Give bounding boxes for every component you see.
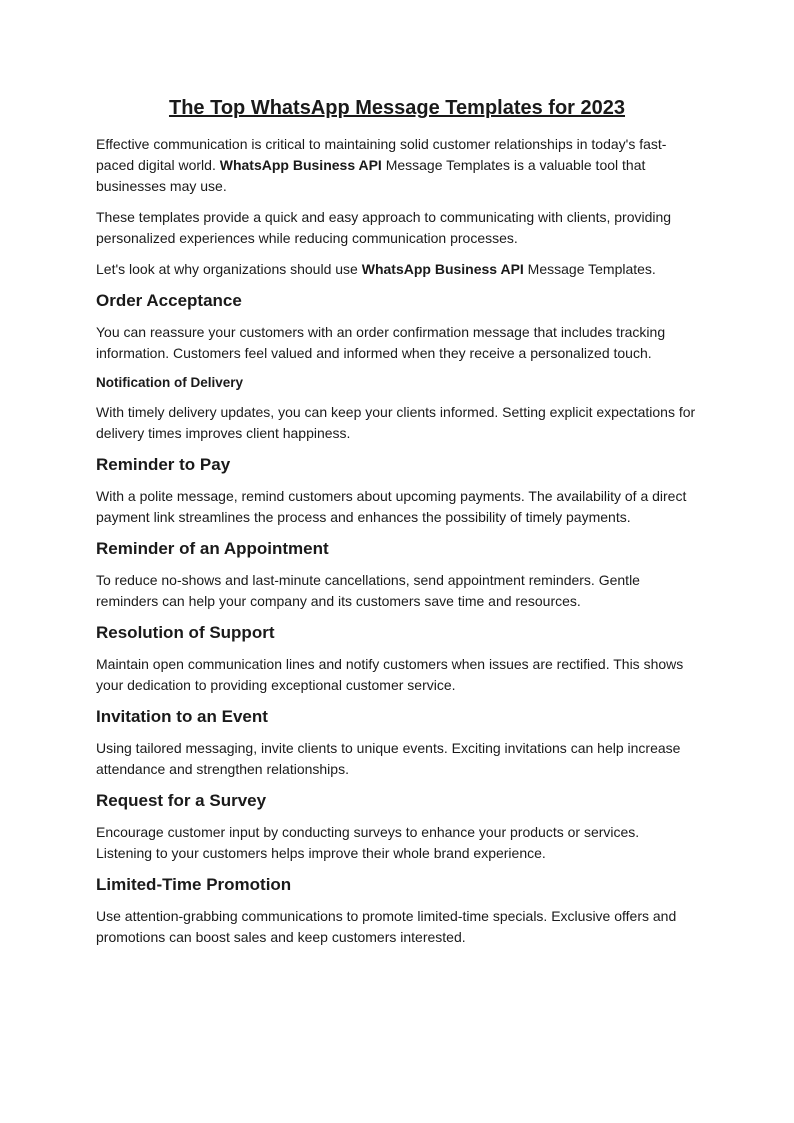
- intro-p1-text-2: Message Templates is a valuable tool that businesses may use.: [96, 157, 646, 194]
- section-heading-request-for-survey: Request for a Survey: [96, 791, 267, 810]
- section-heading-order-acceptance: Order Acceptance: [96, 291, 242, 310]
- intro-paragraph-2: These templates provide a quick and easy approach to communicating with clients, providing personalized experiences while reducing communication processes.: [96, 209, 672, 246]
- section-body-limited-time-promotion: Use attention-grabbing communications to promote limited-time specials. Exclusive offers and promotions can boost sales and keep customers interested.: [96, 908, 677, 945]
- intro-paragraph-1: [96, 134, 698, 197]
- section-body-invitation-to-event: Using tailored messaging, invite clients to unique events. Exciting invitations can help increase attendance and strengthen relationships.: [96, 740, 681, 777]
- section-heading-limited-time-promotion: Limited-Time Promotion: [96, 875, 292, 894]
- intro-p1-text-1: Effective communication is critical to maintaining solid customer relationships in today's fast-paced digital world.: [96, 136, 667, 173]
- section-body-request-for-survey: Encourage customer input by conducting surveys to enhance your products or services. Listening to your customers helps improve their whole brand experience.: [96, 824, 640, 861]
- section-heading-resolution-of-support: Resolution of Support: [96, 623, 275, 642]
- section-heading-reminder-of-appointment: Reminder of an Appointment: [96, 539, 329, 558]
- document-title: The Top WhatsApp Message Templates for 2023: [168, 97, 626, 119]
- section-heading-invitation-to-event: Invitation to an Event: [96, 707, 268, 726]
- intro-p3-bold-term: WhatsApp Business API: [361, 261, 524, 277]
- section-body-reminder-to-pay: With a polite message, remind customers about upcoming payments. The availability of a direct payment link streamlines the process and enhances the possibility of timely payments.: [96, 488, 687, 525]
- section-body-order-acceptance: You can reassure your customers with an order confirmation message that includes tracking information. Customers feel valued and informed when they receive a personalized touch.: [96, 324, 666, 361]
- intro-p3-text-2: Message Templates.: [523, 261, 656, 277]
- section-heading-notification-of-delivery: Notification of Delivery: [96, 375, 244, 390]
- section-body-resolution-of-support: Maintain open communication lines and notify customers when issues are rectified. This shows your dedication to providing exceptional customer service.: [96, 656, 684, 693]
- intro-p3-text-1: Let's look at why organizations should use: [96, 261, 362, 277]
- intro-paragraph-3: [96, 259, 698, 280]
- section-body-reminder-of-appointment: To reduce no-shows and last-minute cancellations, send appointment reminders. Gentle reminders can help your company and its customers save time and resources.: [96, 572, 640, 609]
- section-heading-reminder-to-pay: Reminder to Pay: [96, 455, 231, 474]
- intro-p1-bold-term: WhatsApp Business API: [219, 157, 382, 173]
- section-body-notification-of-delivery: With timely delivery updates, you can keep your clients informed. Setting explicit expectations for delivery times improves client happiness.: [96, 404, 696, 441]
